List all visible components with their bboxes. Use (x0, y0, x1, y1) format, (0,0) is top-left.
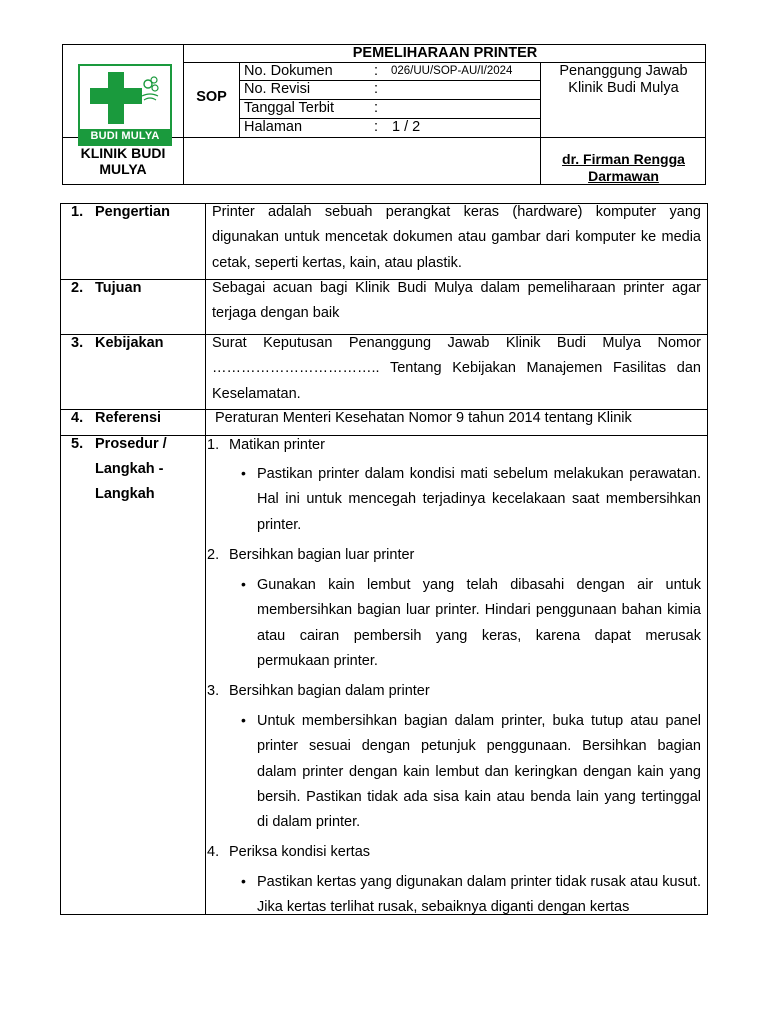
step-title: Bersihkan bagian dalam printer (229, 683, 430, 699)
step-number: 1. (207, 437, 220, 453)
meta-value: 026/UU/SOP-AU/I/2024 (391, 65, 513, 77)
sop-title: PEMELIHARAAN PRINTER (352, 45, 538, 61)
doctor-name: dr. Firman Rengga Darmawan (562, 151, 685, 184)
step-detail: Gunakan kain lembut yang telah dibasahi dengan air untuk membersihkan bagian luar printer. Hindari penggunaan bahan kimia atau cairan pembersih yang keras, karena dapat merusak permukaan printer. (257, 577, 701, 669)
clinic-name: KLINIK BUDI MULYA (80, 145, 166, 177)
clinic-logo (78, 64, 172, 146)
step-number: 2. (207, 547, 220, 563)
meta-colon: : (374, 119, 379, 135)
meta-key: Halaman (244, 119, 303, 135)
procedure-step (207, 843, 370, 861)
section-title: Pengertian (95, 204, 170, 220)
meta-value: 1 / 2 (392, 119, 421, 135)
logo-text: BUDI MULYA (80, 129, 170, 144)
step-number: 3. (207, 683, 220, 699)
medical-cross-icon (80, 66, 170, 130)
procedure-step (207, 682, 430, 700)
meta-row-document-number (240, 62, 540, 80)
section-label-referensi (71, 406, 203, 431)
section-number: 5. (71, 436, 84, 452)
bullet-icon: • (241, 873, 246, 889)
meta-row-issue-date (240, 99, 540, 117)
step-title: Matikan printer (229, 437, 325, 453)
step-title: Bersihkan bagian luar printer (229, 547, 415, 563)
section-label-pengertian (71, 200, 203, 225)
meta-row-revision (240, 80, 540, 98)
section-title: Tujuan (95, 280, 142, 296)
section-title: Referensi (95, 410, 162, 426)
section-text-tujuan: Sebagai acuan bagi Klinik Budi Mulya dalam pemeliharaan printer agar terjaga dengan baik (212, 280, 701, 322)
section-label-tujuan (71, 276, 203, 301)
meta-colon: : (374, 63, 379, 79)
bullet-icon: • (241, 576, 246, 592)
meta-key: No. Revisi (244, 81, 311, 97)
section-text-kebijakan: Surat Keputusan Penanggung Jawab Klinik Budi Mulya Nomor …………………………….. Tentang Kebijakan Manajemen Fasilitas dan Keselamatan. (212, 335, 701, 402)
divider (183, 45, 184, 184)
divider (184, 137, 705, 138)
meta-key: Tanggal Terbit (244, 100, 335, 116)
responsible-party: Penanggung Jawab Klinik Budi Mulya (559, 63, 688, 96)
meta-key: No. Dokumen (244, 63, 333, 79)
column-divider (205, 204, 206, 914)
section-text-pengertian: Printer adalah sebuah perangkat keras (hardware) komputer yang digunakan untuk mencetak dokumen atau gambar dari komputer ke media cetak, seperti kertas, kain, atau plastik. (212, 204, 701, 271)
meta-colon: : (374, 81, 379, 97)
section-number: 1. (71, 204, 84, 220)
section-title: Kebijakan (95, 335, 164, 351)
bullet-icon: • (241, 712, 246, 728)
sop-content-table (60, 203, 708, 915)
bullet-icon: • (241, 465, 246, 481)
section-text-referensi: Peraturan Menteri Kesehatan Nomor 9 tahun 2014 tentang Klinik (215, 410, 632, 426)
section-label-kebijakan (71, 331, 203, 356)
step-detail: Pastikan kertas yang digunakan dalam printer tidak rusak atau kusut. Jika kertas terlihat rusak, sebaiknya diganti dengan kertas (257, 874, 701, 916)
meta-row-page (240, 118, 540, 136)
section-number: 2. (71, 280, 84, 296)
document-header (62, 44, 706, 185)
step-detail: Untuk membersihkan bagian dalam printer, buka tutup atau panel printer sesuai dengan petunjuk penggunaan. Bersihkan bagian dalam printer dengan kain lembut dan keringkan dengan kain yang bersih. Pastikan tidak ada sisa kain atau benda lain yang tertinggal di dalam printer. (257, 713, 701, 831)
procedure-step (207, 436, 325, 454)
step-title: Periksa kondisi kertas (229, 844, 371, 860)
meta-colon: : (374, 100, 379, 116)
section-label-prosedur (71, 432, 203, 507)
section-number: 4. (71, 410, 84, 426)
section-number: 3. (71, 335, 84, 351)
step-detail: Pastikan printer dalam kondisi mati sebelum melakukan perawatan. Hal ini untuk mencegah terjadinya kecelakaan saat membersihkan printer. (257, 466, 701, 533)
procedure-step (207, 546, 414, 564)
sop-label: SOP (196, 89, 227, 105)
section-title: Prosedur / Langkah - Langkah (95, 436, 167, 502)
step-number: 4. (207, 844, 220, 860)
